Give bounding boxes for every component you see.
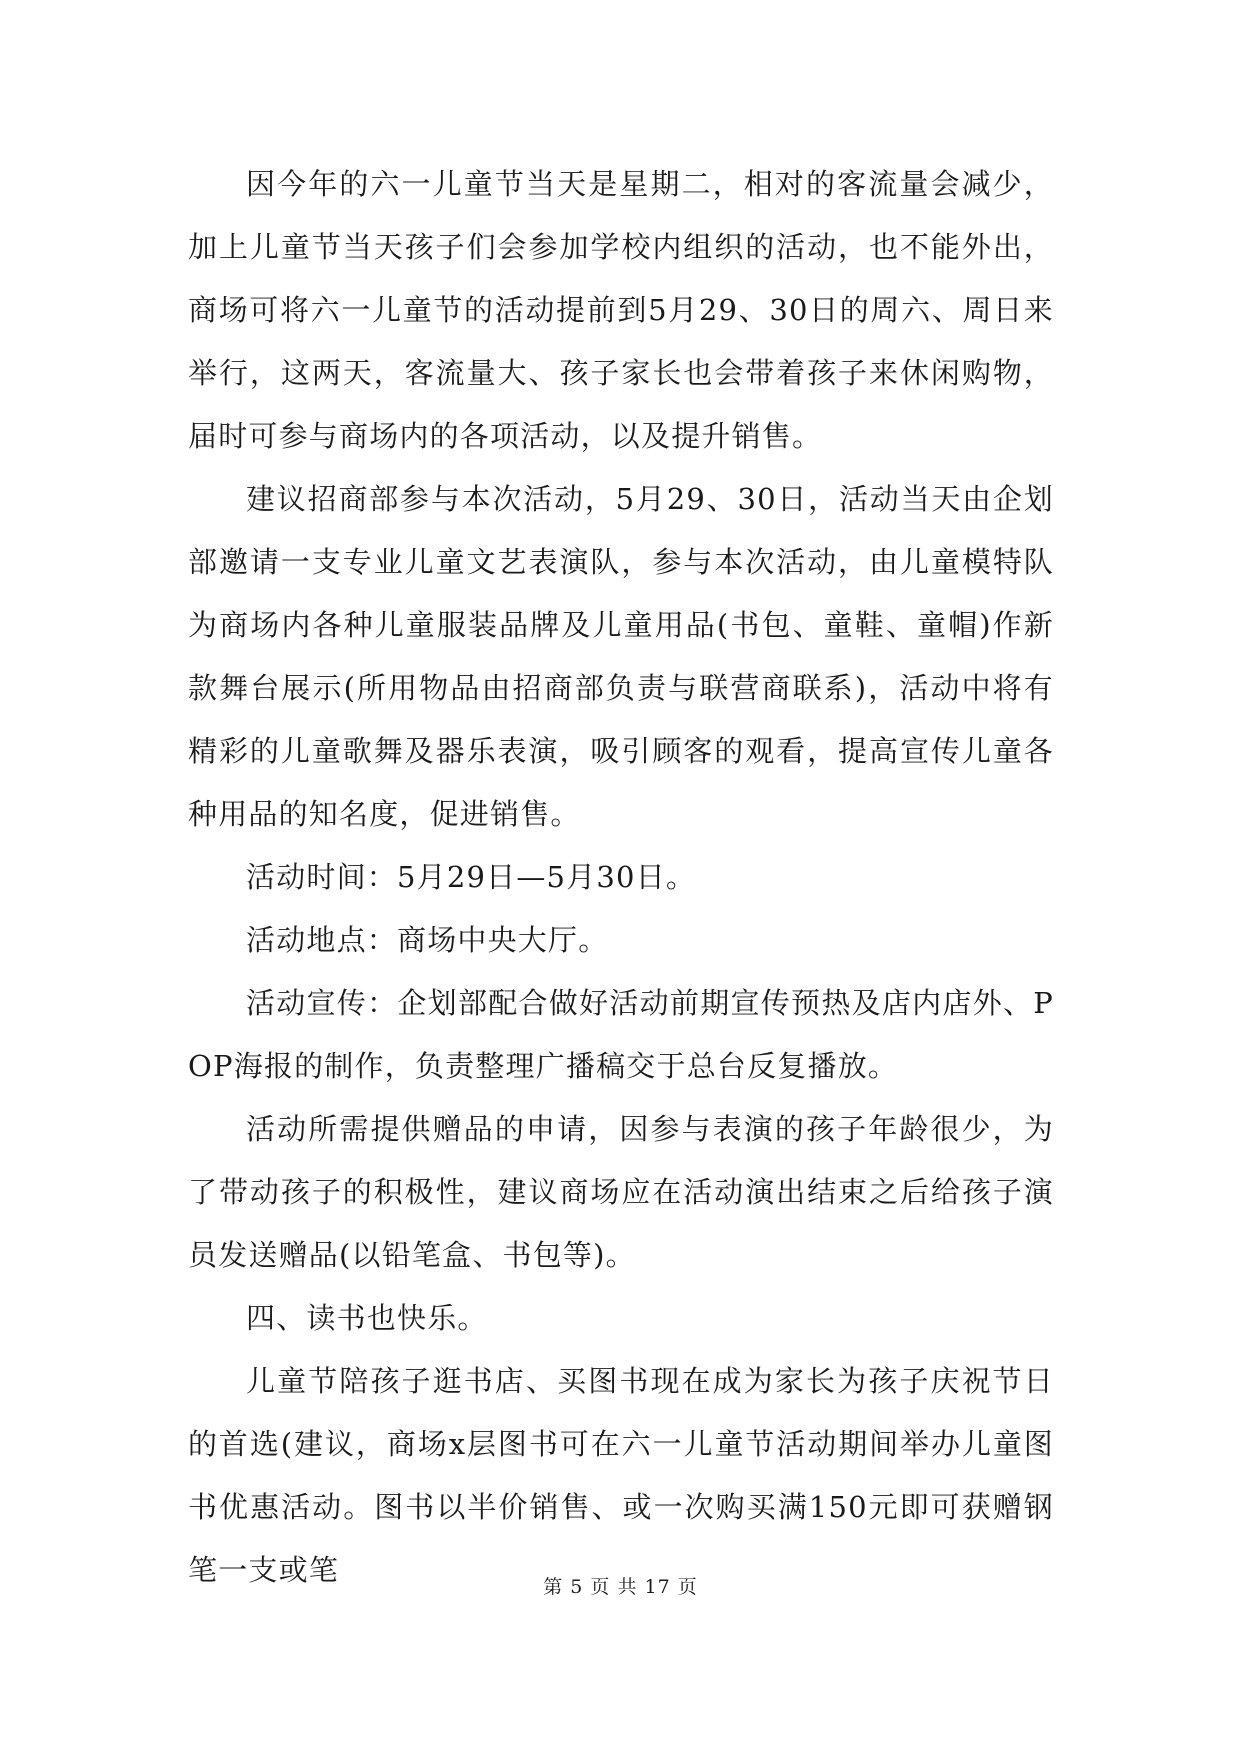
paragraph-event-time: 活动时间：5月29日—5月30日。	[246, 860, 697, 894]
paragraph-bookstore-promotion: 儿童节陪孩子逛书店、买图书现在成为家长为孩子庆祝节日的首选(建议，商场x层图书可在六一儿童节活动期间举办儿童图书优惠活动。图书以半价销售、或一次购买满150元即可获赠钢笔一支或笔	[188, 1364, 1054, 1587]
paragraph-performance-proposal: 建议招商部参与本次活动，5月29、30日，活动当天由企划部邀请一支专业儿童文艺表演队，参与本次活动，由儿童模特队为商场内各种儿童服装品牌及儿童用品(书包、童鞋、童帽)作新款舞台展示(所用物品由招商部负责与联营商联系)，活动中将有精彩的儿童歌舞及器乐表演，吸引顾客的观看，提高宣传儿童各种用品的知名度，促进销售。	[188, 482, 1054, 831]
paragraph-event-location: 活动地点：商场中央大厅。	[246, 923, 609, 957]
document-body	[188, 153, 1054, 1602]
section-heading-reading: 四、读书也快乐。	[246, 1301, 488, 1335]
page-number-footer: 第 5 页 共 17 页	[543, 1576, 698, 1598]
paragraph-schedule-rationale: 因今年的六一儿童节当天是星期二，相对的客流量会减少，加上儿童节当天孩子们会参加学校内组织的活动，也不能外出，商场可将六一儿童节的活动提前到5月29、30日的周六、周日来举行，这两天，客流量大、孩子家长也会带着孩子来休闲购物，届时可参与商场内的各项活动，以及提升销售。	[188, 167, 1054, 453]
paragraph-gift-request: 活动所需提供赠品的申请，因参与表演的孩子年龄很少，为了带动孩子的积极性，建议商场应在活动演出结束之后给孩子演员发送赠品(以铅笔盒、书包等)。	[188, 1112, 1054, 1272]
paragraph-event-promotion: 活动宣传：企划部配合做好活动前期宣传预热及店内店外、POP海报的制作，负责整理广播稿交于总台反复播放。	[188, 986, 1054, 1083]
